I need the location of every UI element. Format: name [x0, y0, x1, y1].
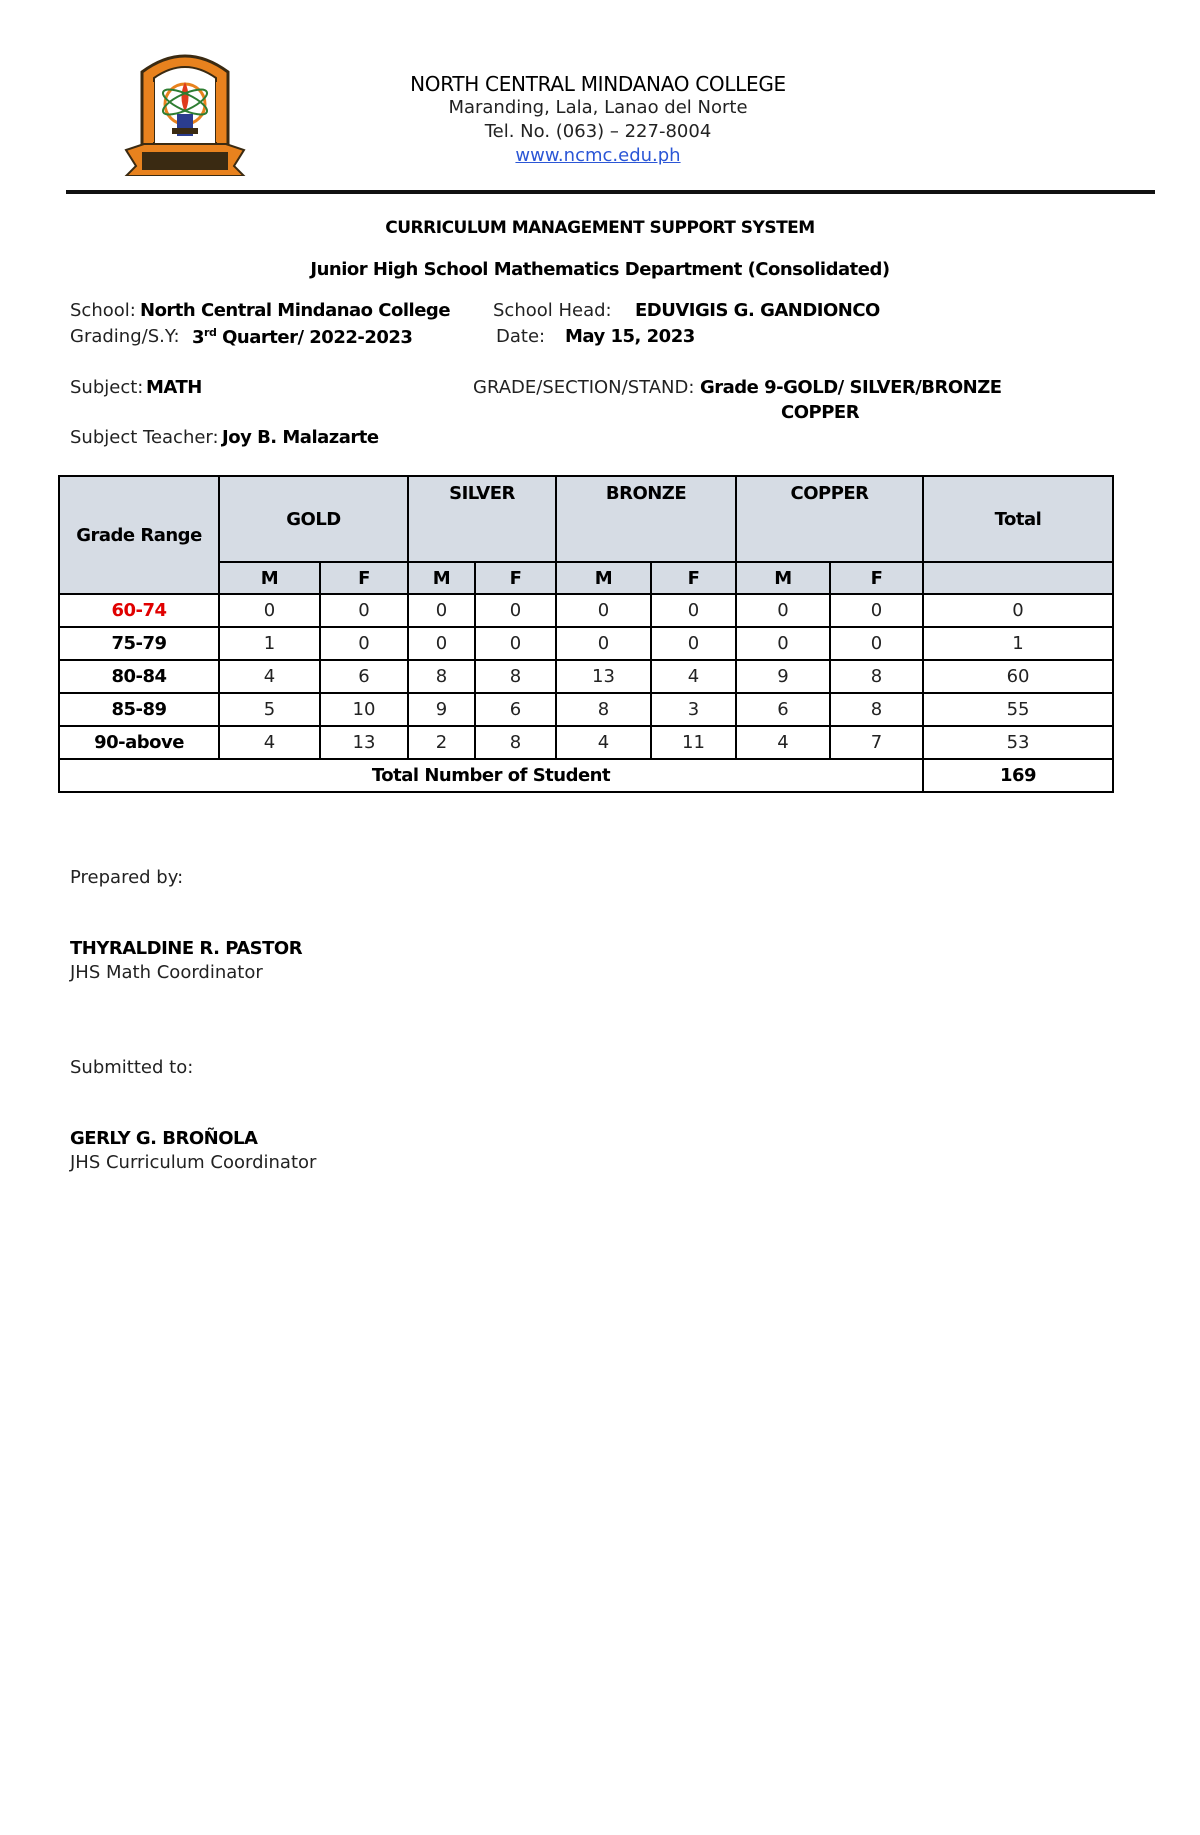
- silver-f-header: F: [475, 562, 556, 594]
- section-header-bronze: BRONZE: [556, 476, 736, 562]
- grade-range-cell: 75-79: [59, 627, 219, 660]
- count-cell: 8: [475, 726, 556, 759]
- count-cell: 11: [651, 726, 736, 759]
- count-cell: 8: [830, 693, 923, 726]
- count-cell: 4: [219, 660, 320, 693]
- row-total-cell: 60: [923, 660, 1113, 693]
- count-cell: 4: [219, 726, 320, 759]
- count-cell: 1: [219, 627, 320, 660]
- header-divider: [66, 190, 1155, 194]
- grading-value: 3rd Quarter/ 2022-2023: [192, 326, 413, 348]
- table-row: [59, 693, 1113, 726]
- section-value-line1: Grade 9-GOLD/ SILVER/BRONZE: [700, 377, 1002, 398]
- row-total-cell: 0: [923, 594, 1113, 627]
- section-label: GRADE/SECTION/STAND:: [473, 377, 695, 398]
- grade-range-cell: 80-84: [59, 660, 219, 693]
- count-cell: 2: [408, 726, 475, 759]
- silver-m-header: M: [408, 562, 475, 594]
- grade-distribution-table: [58, 475, 1114, 793]
- count-cell: 0: [736, 627, 830, 660]
- school-head-value: EDUVIGIS G. GANDIONCO: [635, 300, 880, 321]
- row-total-cell: 55: [923, 693, 1113, 726]
- college-seal-icon: [122, 42, 248, 176]
- section-header-copper: COPPER: [736, 476, 923, 562]
- gold-f-header: F: [320, 562, 408, 594]
- gold-m-header: M: [219, 562, 320, 594]
- count-cell: 9: [408, 693, 475, 726]
- grade-range-header: Grade Range: [59, 476, 219, 594]
- count-cell: 5: [219, 693, 320, 726]
- grand-total-cell: 169: [923, 759, 1113, 792]
- count-cell: 10: [320, 693, 408, 726]
- table-row: [59, 660, 1113, 693]
- count-cell: 0: [475, 627, 556, 660]
- count-cell: 9: [736, 660, 830, 693]
- prepared-by-label: Prepared by:: [70, 867, 184, 888]
- college-logo: [122, 42, 248, 176]
- count-cell: 0: [556, 594, 651, 627]
- college-website-link[interactable]: www.ncmc.edu.ph: [515, 145, 681, 166]
- submitted-to-label: Submitted to:: [70, 1057, 194, 1078]
- copper-f-header: F: [830, 562, 923, 594]
- prepared-by-name: THYRALDINE R. PASTOR: [70, 938, 303, 959]
- grade-range-cell: 60-74: [59, 594, 219, 627]
- grade-range-cell: 85-89: [59, 693, 219, 726]
- count-cell: 0: [651, 594, 736, 627]
- total-subheader-blank: [923, 562, 1113, 594]
- school-label: School:: [70, 300, 136, 321]
- copper-m-header: M: [736, 562, 830, 594]
- count-cell: 8: [556, 693, 651, 726]
- count-cell: 4: [736, 726, 830, 759]
- grade-range-cell: 90-above: [59, 726, 219, 759]
- count-cell: 0: [320, 627, 408, 660]
- count-cell: 6: [320, 660, 408, 693]
- count-cell: 8: [830, 660, 923, 693]
- count-cell: 0: [475, 594, 556, 627]
- count-cell: 13: [320, 726, 408, 759]
- grading-label: Grading/S.Y:: [70, 326, 180, 347]
- date-value: May 15, 2023: [565, 326, 695, 347]
- department-title: Junior High School Mathematics Department (Consolidated): [310, 259, 890, 280]
- prepared-by-role: JHS Math Coordinator: [70, 962, 263, 983]
- count-cell: 13: [556, 660, 651, 693]
- count-cell: 6: [736, 693, 830, 726]
- submitted-to-role: JHS Curriculum Coordinator: [70, 1152, 317, 1173]
- submitted-to-name: GERLY G. BROÑOLA: [70, 1128, 258, 1149]
- bronze-m-header: M: [556, 562, 651, 594]
- count-cell: 6: [475, 693, 556, 726]
- total-students-label: Total Number of Student: [59, 759, 923, 792]
- school-head-label: School Head:: [493, 300, 612, 321]
- section-header-silver: SILVER: [408, 476, 556, 562]
- count-cell: 0: [408, 627, 475, 660]
- row-total-cell: 53: [923, 726, 1113, 759]
- subject-value: MATH: [146, 377, 202, 398]
- school-value: North Central Mindanao College: [140, 300, 451, 321]
- teacher-label: Subject Teacher:: [70, 427, 219, 448]
- row-total-cell: 1: [923, 627, 1113, 660]
- college-name: NORTH CENTRAL MINDANAO COLLEGE: [410, 72, 786, 96]
- count-cell: 3: [651, 693, 736, 726]
- count-cell: 8: [475, 660, 556, 693]
- count-cell: 0: [830, 594, 923, 627]
- count-cell: 0: [219, 594, 320, 627]
- count-cell: 0: [408, 594, 475, 627]
- table-row: [59, 726, 1113, 759]
- table-row: [59, 627, 1113, 660]
- table-row: [59, 594, 1113, 627]
- section-header-gold: GOLD: [219, 476, 408, 562]
- count-cell: 7: [830, 726, 923, 759]
- bronze-f-header: F: [651, 562, 736, 594]
- section-value-line2: COPPER: [781, 402, 860, 423]
- table-header-row: [59, 476, 1113, 562]
- count-cell: 8: [408, 660, 475, 693]
- system-title: CURRICULUM MANAGEMENT SUPPORT SYSTEM: [385, 218, 815, 238]
- count-cell: 0: [556, 627, 651, 660]
- subject-label: Subject:: [70, 377, 144, 398]
- count-cell: 0: [830, 627, 923, 660]
- count-cell: 0: [320, 594, 408, 627]
- date-label: Date:: [496, 326, 546, 347]
- total-header: Total: [923, 476, 1113, 562]
- count-cell: 0: [736, 594, 830, 627]
- college-address: Maranding, Lala, Lanao del Norte: [448, 97, 748, 118]
- count-cell: 4: [556, 726, 651, 759]
- teacher-value: Joy B. Malazarte: [222, 427, 379, 448]
- table-total-row: [59, 759, 1113, 792]
- count-cell: 0: [651, 627, 736, 660]
- college-telephone: Tel. No. (063) – 227-8004: [484, 121, 712, 142]
- count-cell: 4: [651, 660, 736, 693]
